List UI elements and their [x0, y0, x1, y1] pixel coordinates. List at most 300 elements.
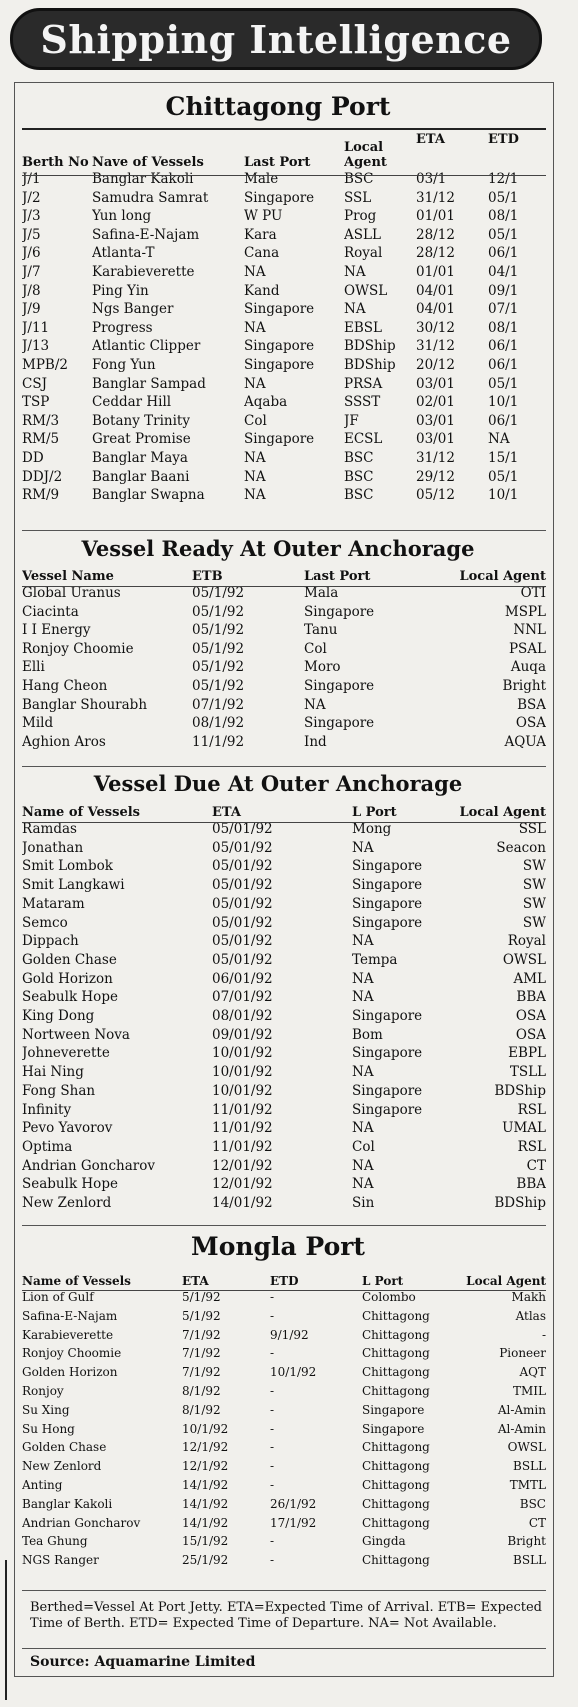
eta-cell: 03/01	[416, 412, 455, 429]
eta-cell: 12/01/92	[212, 1157, 273, 1174]
lport-cell: Chittagong	[362, 1327, 430, 1342]
agent-cell: PRSA	[344, 375, 383, 392]
table-row	[22, 1044, 546, 1063]
lport-cell: Mong	[352, 821, 392, 837]
etd-cell: 26/1/92	[270, 1496, 317, 1511]
berth-cell: J/2	[22, 189, 41, 206]
berth-cell: J/1	[22, 171, 41, 187]
last-port-cell: Ind	[304, 733, 327, 750]
table-row	[22, 170, 546, 189]
agent-cell: Makh	[511, 1290, 546, 1304]
etd-cell: 05/1	[488, 468, 519, 485]
agent-cell: Al-Amin	[497, 1421, 546, 1436]
agent-cell: SSL	[518, 821, 546, 837]
etd-cell: 06/1	[488, 338, 519, 355]
vessel-cell: Infinity	[22, 1101, 72, 1118]
lport-cell: Col	[352, 1138, 375, 1155]
etb-cell: 05/1/92	[192, 622, 245, 639]
etd-cell: 12/1	[488, 171, 519, 187]
agent-cell: Seacon	[496, 839, 546, 856]
eta-cell: 05/01/92	[212, 839, 273, 856]
eta-cell: 02/01	[416, 394, 455, 411]
last-port-cell: Singapore	[244, 189, 315, 206]
vessel-cell: Samudra Samrat	[92, 189, 209, 206]
ready-rows	[22, 584, 546, 751]
table-row	[22, 468, 546, 487]
eta-cell: 31/12	[416, 338, 455, 355]
etd-cell: -	[270, 1477, 275, 1492]
table-row	[22, 1026, 546, 1045]
last-port-cell: Singapore	[244, 356, 315, 373]
etb-cell: 05/1/92	[192, 585, 245, 601]
agent-cell: AML	[513, 970, 546, 987]
table-row	[22, 207, 546, 226]
etd-cell: -	[270, 1440, 275, 1455]
vessel-cell: Ronjoy Choomie	[22, 640, 134, 657]
agent-cell: BSLL	[513, 1553, 546, 1568]
lport-cell: Singapore	[352, 1101, 423, 1118]
etd-cell: 10/1	[488, 487, 519, 504]
etd-cell: 10/1/92	[270, 1365, 317, 1380]
last-port-cell: W PU	[244, 208, 283, 225]
vessel-cell: Mataram	[22, 895, 85, 912]
lport-cell: Singapore	[362, 1402, 425, 1417]
last-port-cell: Singapore	[304, 715, 375, 732]
mongla-table	[22, 1270, 546, 1570]
etd-cell: 06/1	[488, 245, 519, 262]
lport-cell: Singapore	[352, 1008, 423, 1025]
lport-cell: NA	[352, 989, 374, 1006]
source-top-rule	[22, 1648, 546, 1649]
eta-cell: 7/1/92	[182, 1327, 221, 1342]
table-row	[22, 621, 546, 640]
etb-cell: 05/1/92	[192, 640, 245, 657]
etd-cell: -	[270, 1346, 275, 1361]
agent-cell: Al-Amin	[497, 1402, 546, 1417]
table-row	[22, 1495, 546, 1514]
eta-cell: 04/01	[416, 301, 455, 318]
etd-cell: -	[270, 1290, 275, 1304]
lport-cell: Chittagong	[362, 1515, 430, 1530]
ready-top-rule	[22, 530, 546, 531]
etd-cell: 05/1	[488, 375, 519, 392]
last-port-cell: NA	[244, 487, 266, 504]
header-eta: ETA	[416, 132, 445, 147]
table-row	[22, 1551, 546, 1570]
due-title: Vessel Due At Outer Anchorage	[93, 771, 463, 796]
berth-cell: TSP	[22, 394, 50, 411]
berth-cell: J/3	[22, 208, 41, 225]
agent-cell: SW	[522, 914, 546, 931]
table-row	[22, 486, 546, 505]
vessel-cell: Andrian Goncharov	[22, 1157, 156, 1174]
ready-header-vessel: Vessel Name	[22, 569, 114, 584]
vessel-cell: Hang Cheon	[22, 677, 108, 694]
table-row	[22, 189, 546, 208]
eta-cell: 11/01/92	[212, 1101, 273, 1118]
lport-cell: Gingda	[362, 1534, 406, 1549]
eta-cell: 12/01/92	[212, 1176, 273, 1193]
etd-cell: 9/1/92	[270, 1327, 309, 1342]
eta-cell: 05/01/92	[212, 914, 273, 931]
ready-header-rule	[22, 586, 546, 587]
vessel-cell: Safina-E-Najam	[22, 1308, 118, 1323]
eta-cell: 05/01/92	[212, 821, 273, 837]
eta-cell: 05/12	[416, 487, 455, 504]
eta-cell: 10/01/92	[212, 1045, 273, 1062]
etd-cell: 05/1	[488, 189, 519, 206]
agent-cell: TMTL	[509, 1477, 546, 1492]
agent-cell: BSC	[344, 468, 374, 485]
table-row	[22, 1101, 546, 1120]
agent-cell: SW	[522, 877, 546, 894]
lport-cell: Chittagong	[362, 1496, 430, 1511]
last-port-cell: Moro	[304, 659, 341, 676]
table-row	[22, 1344, 546, 1363]
vessel-cell: Su Hong	[22, 1421, 75, 1436]
table-row	[22, 430, 546, 449]
eta-cell: 01/01	[416, 263, 455, 280]
table-row	[22, 857, 546, 876]
eta-cell: 5/1/92	[182, 1308, 221, 1323]
eta-cell: 11/01/92	[212, 1120, 273, 1137]
vessel-cell: Dippach	[22, 933, 79, 950]
vessel-cell: Su Xing	[22, 1402, 70, 1417]
vessel-cell: Ceddar Hill	[92, 394, 172, 411]
eta-cell: 06/01/92	[212, 970, 273, 987]
agent-cell: TMIL	[513, 1383, 546, 1398]
lport-cell: NA	[352, 1120, 374, 1137]
eta-cell: 10/1/92	[182, 1421, 229, 1436]
eta-cell: 14/01/92	[212, 1195, 273, 1212]
table-row	[22, 1420, 546, 1439]
eta-cell: 05/01/92	[212, 895, 273, 912]
due-rows	[22, 820, 546, 1213]
vessel-cell: Karabieverette	[92, 263, 195, 280]
table-row	[22, 244, 546, 263]
agent-cell: BBA	[516, 1176, 546, 1193]
etb-cell: 11/1/92	[192, 733, 245, 750]
berth-cell: J/7	[22, 263, 41, 280]
vessel-cell: Golden Chase	[22, 1440, 107, 1455]
agent-cell: SSL	[344, 189, 372, 206]
ready-title: Vessel Ready At Outer Anchorage	[81, 536, 475, 561]
table-row	[22, 1138, 546, 1157]
table-row	[22, 1119, 546, 1138]
mongla-title: Mongla Port	[191, 1232, 365, 1261]
table-row	[22, 658, 546, 677]
banner-title: Shipping Intelligence	[40, 17, 512, 62]
berth-cell: MPB/2	[22, 356, 68, 373]
header-berth: Berth No	[22, 155, 89, 170]
eta-cell: 7/1/92	[182, 1346, 221, 1361]
eta-cell: 05/01/92	[212, 951, 273, 968]
vessel-cell: Tea Ghung	[22, 1534, 88, 1549]
agent-cell: Bright	[507, 1534, 546, 1549]
last-port-cell: Mala	[304, 585, 339, 601]
lport-cell: Singapore	[352, 914, 423, 931]
vessel-cell: Smit Langkawi	[22, 877, 125, 894]
due-header-vessel: Name of Vessels	[22, 805, 140, 820]
table-row	[22, 356, 546, 375]
table-row	[22, 839, 546, 858]
last-port-cell: NA	[244, 263, 266, 280]
lport-cell: Singapore	[352, 895, 423, 912]
etd-cell: -	[270, 1383, 275, 1398]
table-row	[22, 1194, 546, 1213]
agent-cell: EBSL	[344, 319, 382, 336]
lport-cell: Singapore	[352, 858, 423, 875]
table-row	[22, 282, 546, 301]
agent-cell: OWSL	[502, 951, 546, 968]
vessel-cell: Gold Horizon	[22, 970, 113, 987]
table-row	[22, 714, 546, 733]
etd-cell: -	[270, 1402, 275, 1417]
lport-cell: Chittagong	[362, 1346, 430, 1361]
vessel-cell: Seabulk Hope	[22, 1176, 118, 1193]
table-row	[22, 1457, 546, 1476]
eta-cell: 05/01/92	[212, 877, 273, 894]
vessel-cell: Banglar Shourabh	[22, 696, 148, 713]
mongla-rows	[22, 1288, 546, 1570]
eta-cell: 12/1/92	[182, 1459, 229, 1474]
agent-cell: Pioneer	[499, 1346, 546, 1361]
lport-cell: NA	[352, 1157, 374, 1174]
agent-cell: UMAL	[502, 1120, 546, 1137]
last-port-cell: NA	[304, 696, 326, 713]
last-port-cell: Singapore	[304, 677, 375, 694]
ready-header-agent: Local Agent	[459, 569, 546, 584]
mongla-header-eta: ETA	[182, 1274, 209, 1288]
berth-cell: DD	[22, 449, 44, 466]
chittagong-rows	[22, 170, 546, 505]
eta-cell: 10/01/92	[212, 1082, 273, 1099]
lport-cell: NA	[352, 970, 374, 987]
lport-cell: Chittagong	[362, 1308, 430, 1323]
eta-cell: 01/01	[416, 208, 455, 225]
etd-cell: -	[270, 1308, 275, 1323]
vessel-cell: Ping Yin	[92, 282, 149, 299]
table-row	[22, 1363, 546, 1382]
vessel-cell: Optima	[22, 1138, 73, 1155]
agent-cell: CT	[528, 1515, 546, 1530]
table-row	[22, 1401, 546, 1420]
source-credit: Source: Aquamarine Limited	[30, 1654, 256, 1670]
agent-cell: BSA	[517, 696, 546, 713]
vessel-cell: Banglar Swapna	[92, 487, 205, 504]
table-row	[22, 1157, 546, 1176]
vessel-cell: Anting	[22, 1477, 63, 1492]
due-header-rule	[22, 822, 546, 823]
table-row	[22, 1514, 546, 1533]
agent-cell: NNL	[513, 622, 546, 639]
table-row	[22, 1476, 546, 1495]
last-port-cell: Cana	[244, 245, 280, 262]
etd-cell: 07/1	[488, 301, 519, 318]
last-port-cell: Singapore	[244, 338, 315, 355]
lport-cell: Bom	[352, 1026, 383, 1043]
vessel-cell: Atlantic Clipper	[92, 338, 201, 355]
mongla-header-rule	[22, 1290, 546, 1291]
etb-cell: 08/1/92	[192, 715, 245, 732]
agent-cell: JF	[344, 412, 359, 429]
vessel-cell: Great Promise	[92, 431, 191, 448]
lport-cell: Singapore	[352, 1082, 423, 1099]
footnote-top-rule	[22, 1590, 546, 1591]
agent-cell: BSC	[344, 171, 374, 187]
etd-cell: 04/1	[488, 263, 519, 280]
vessel-cell: Andrian Goncharov	[22, 1515, 141, 1530]
vessel-cell: Atlanta-T	[92, 245, 155, 262]
agent-cell: Royal	[344, 245, 383, 262]
table-row	[22, 932, 546, 951]
table-row	[22, 1532, 546, 1551]
eta-cell: 05/01/92	[212, 933, 273, 950]
eta-cell: 28/12	[416, 226, 455, 243]
berth-cell: J/8	[22, 282, 41, 299]
eta-cell: 8/1/92	[182, 1383, 221, 1398]
chittagong-table	[22, 132, 546, 505]
last-port-cell: Singapore	[304, 603, 375, 620]
vessel-cell: Mild	[22, 715, 54, 732]
eta-cell: 14/1/92	[182, 1496, 229, 1511]
header-etd: ETD	[488, 132, 519, 147]
berth-cell: J/11	[22, 319, 50, 336]
table-row	[22, 1082, 546, 1101]
agent-cell: BDShip	[494, 1195, 546, 1212]
table-row	[22, 640, 546, 659]
agent-cell: EBPL	[508, 1045, 546, 1062]
etd-cell: -	[270, 1459, 275, 1474]
vessel-cell: Ngs Banger	[92, 301, 174, 318]
footnote: Berthed=Vessel At Port Jetty. ETA=Expected Time of Arrival. ETB= Expected Time of Berth. ETD= Expected Time of Departure. NA= Not Available.	[30, 1600, 542, 1631]
eta-cell: 31/12	[416, 449, 455, 466]
table-row	[22, 1382, 546, 1401]
agent-cell: Prog	[344, 208, 377, 225]
eta-cell: 7/1/92	[182, 1365, 221, 1380]
etd-cell: 09/1	[488, 282, 519, 299]
vessel-cell: Golden Chase	[22, 951, 117, 968]
table-row	[22, 914, 546, 933]
vessel-cell: Lion of Gulf	[22, 1290, 94, 1304]
table-row	[22, 1438, 546, 1457]
etd-cell: -	[270, 1553, 275, 1568]
eta-cell: 03/01	[416, 431, 455, 448]
vessel-cell: King Dong	[22, 1008, 95, 1025]
etb-cell: 05/1/92	[192, 659, 245, 676]
lport-cell: Chittagong	[362, 1459, 430, 1474]
agent-cell: -	[541, 1327, 546, 1342]
agent-cell: SW	[522, 858, 546, 875]
table-row	[22, 319, 546, 338]
vessel-cell: Aghion Aros	[22, 733, 106, 750]
mongla-header-agent: Local Agent	[466, 1274, 546, 1288]
vessel-cell: NGS Ranger	[22, 1553, 99, 1568]
lport-cell: NA	[352, 933, 374, 950]
agent-cell: BSC	[519, 1496, 546, 1511]
last-port-cell: Tanu	[304, 622, 338, 639]
eta-cell: 10/01/92	[212, 1064, 273, 1081]
lport-cell: Sin	[352, 1195, 375, 1212]
vessel-cell: Banglar Maya	[92, 449, 188, 466]
table-row	[22, 951, 546, 970]
eta-cell: 31/12	[416, 189, 455, 206]
vessel-cell: Safina-E-Najam	[92, 226, 200, 243]
eta-cell: 15/1/92	[182, 1534, 229, 1549]
vessel-cell: Progress	[92, 319, 153, 336]
berth-cell: RM/9	[22, 487, 60, 504]
title-banner	[10, 8, 542, 70]
agent-cell: OSA	[515, 715, 546, 732]
due-table	[22, 802, 546, 1213]
due-header-agent: Local Agent	[459, 805, 546, 820]
agent-cell: BDShip	[344, 338, 396, 355]
agent-cell: BSC	[344, 449, 374, 466]
last-port-cell: Kand	[244, 282, 280, 299]
lport-cell: Singapore	[352, 877, 423, 894]
header-vessel: Nave of Vessels	[92, 155, 204, 170]
table-row	[22, 988, 546, 1007]
lport-cell: Chittagong	[362, 1477, 430, 1492]
ready-table	[22, 566, 546, 751]
header-agent: Local Agent	[344, 140, 387, 170]
etd-cell: 06/1	[488, 412, 519, 429]
eta-cell: 04/01	[416, 282, 455, 299]
etb-cell: 05/1/92	[192, 677, 245, 694]
table-row	[22, 895, 546, 914]
agent-cell: ECSL	[344, 431, 383, 448]
eta-cell: 11/01/92	[212, 1138, 273, 1155]
vessel-cell: Yun long	[92, 208, 152, 225]
etd-cell: -	[270, 1421, 275, 1436]
table-row	[22, 1326, 546, 1345]
lport-cell: NA	[352, 1064, 374, 1081]
vessel-cell: Ramdas	[22, 821, 77, 837]
lport-cell: Colombo	[362, 1290, 416, 1304]
vessel-cell: New Zenlord	[22, 1195, 112, 1212]
lport-cell: NA	[352, 1176, 374, 1193]
berth-cell: RM/5	[22, 431, 60, 448]
agent-cell: BDShip	[494, 1082, 546, 1099]
lport-cell: Chittagong	[362, 1365, 430, 1380]
table-row	[22, 696, 546, 715]
lport-cell: Chittagong	[362, 1553, 430, 1568]
etd-cell: 06/1	[488, 356, 519, 373]
vessel-cell: Fong Yun	[92, 356, 156, 373]
berth-cell: J/6	[22, 245, 41, 262]
table-row	[22, 375, 546, 394]
vessel-cell: Ronjoy Choomie	[22, 1346, 122, 1361]
table-row	[22, 876, 546, 895]
left-margin-rule	[5, 1560, 7, 1700]
table-row	[22, 337, 546, 356]
last-port-cell: Aqaba	[244, 394, 288, 411]
agent-cell: NA	[344, 263, 366, 280]
agent-cell: TSLL	[509, 1064, 546, 1081]
agent-cell: Bright	[502, 677, 546, 694]
eta-cell: 14/1/92	[182, 1477, 229, 1492]
last-port-cell: Col	[304, 640, 327, 657]
vessel-cell: Karabieverette	[22, 1327, 114, 1342]
agent-cell: BSLL	[513, 1459, 546, 1474]
agent-cell: Auqa	[510, 659, 546, 676]
eta-cell: 20/12	[416, 356, 455, 373]
agent-cell: ASLL	[344, 226, 381, 243]
vessel-cell: Johneverette	[22, 1045, 110, 1062]
berth-cell: J/13	[22, 338, 50, 355]
due-top-rule	[22, 766, 546, 767]
agent-cell: SSST	[344, 394, 381, 411]
